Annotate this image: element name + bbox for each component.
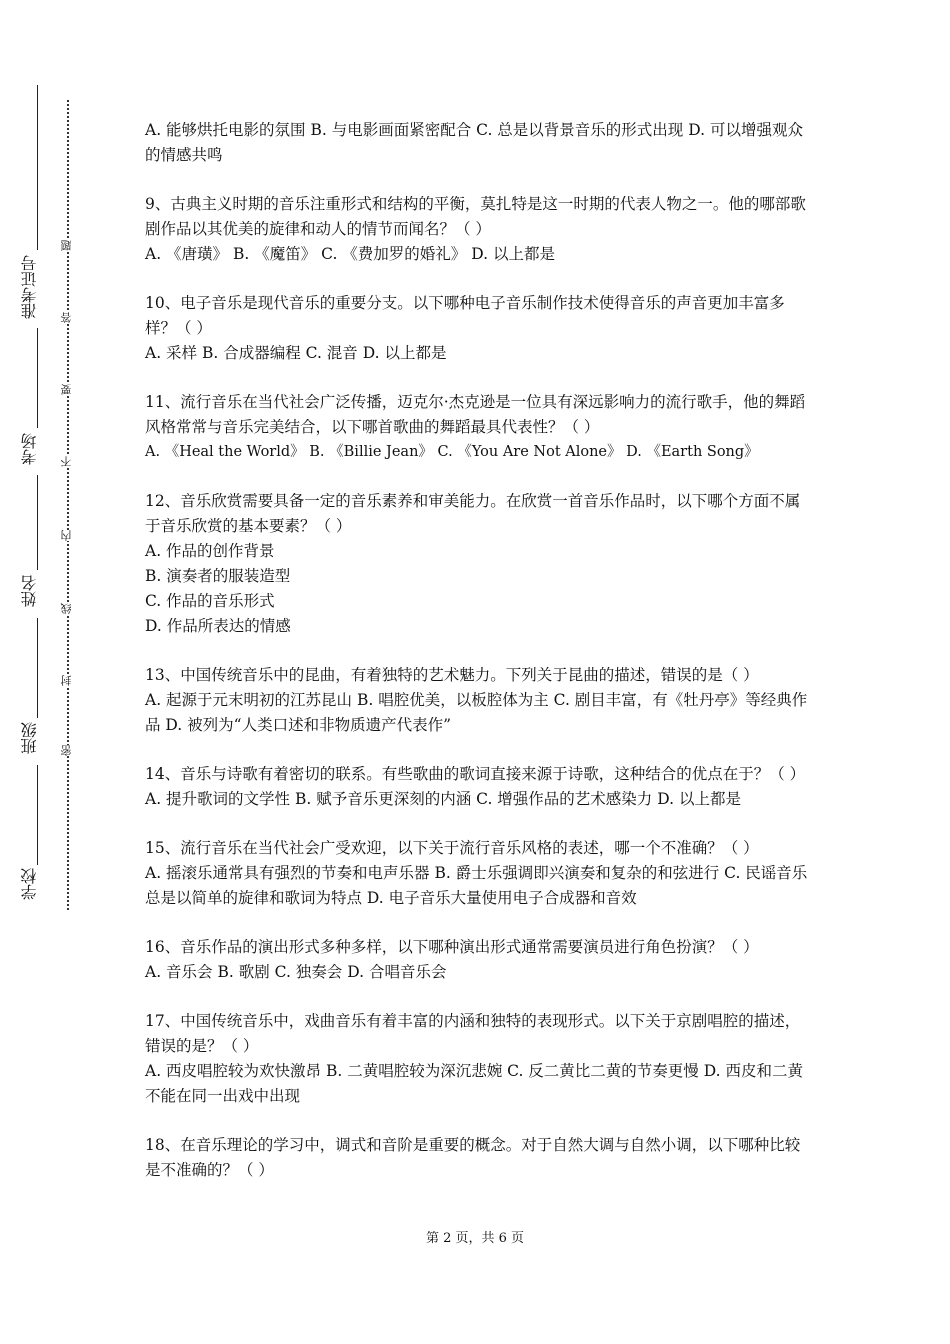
school-label: 学校: [20, 868, 39, 900]
question-options: A. 摇滚乐通常具有强烈的节奏和电声乐器 B. 爵士乐强调即兴演奏和复杂的和弦进行 C. 民谣音乐总是以简单的旋律和歌词为特点 D. 电子音乐大量使用电子合成器和音效: [145, 864, 808, 907]
question-18: [145, 1133, 810, 1183]
question-8-continued: [145, 118, 810, 168]
seal-word: 线: [60, 603, 73, 614]
seal-line: [67, 100, 69, 910]
name-label: 姓名: [20, 575, 39, 607]
question-list: [145, 118, 810, 1207]
question-9: [145, 192, 810, 267]
option-a: A. 作品的创作背景: [145, 542, 275, 560]
underline: [37, 328, 38, 428]
question-options: A. 提升歌词的文学性 B. 赋予音乐更深刻的内涵 C. 增强作品的艺术感染力 D. 以上都是: [145, 790, 741, 808]
option-b: B. 演奏者的服装造型: [145, 567, 291, 585]
question-options: A. 能够烘托电影的氛围 B. 与电影画面紧密配合 C. 总是以背景音乐的形式出现 D. 可以增强观众的情感共鸣: [145, 121, 803, 164]
exam-room-label: 考场: [20, 433, 39, 465]
option-c: C. 作品的音乐形式: [145, 592, 275, 610]
seal-word: 内: [60, 530, 73, 541]
question-stem: 18、在音乐理论的学习中，调式和音阶是重要的概念。对于自然大调与自然小调，以下哪种比较是不准确的？（ ）: [145, 1136, 801, 1179]
underline: [37, 85, 38, 250]
question-options: A. 起源于元末明初的江苏昆山 B. 唱腔优美，以板腔体为主 C. 剧目丰富，有《牡丹亭》等经典作品 D. 被列为“人类口述和非物质遗产代表作”: [145, 691, 808, 734]
question-10: [145, 291, 810, 366]
exam-id-label: 准考证号: [20, 255, 39, 319]
question-options: A. 《唐璜》 B. 《魔笛》 C. 《费加罗的婚礼》 D. 以上都是: [145, 245, 555, 263]
question-stem: 14、音乐与诗歌有着密切的联系。有些歌曲的歌词直接来源于诗歌，这种结合的优点在于？（ ）: [145, 765, 806, 783]
class-label: 班级: [20, 722, 39, 754]
question-options: A. 采样 B. 合成器编程 C. 混音 D. 以上都是: [145, 344, 447, 362]
question-stem: 9、古典主义时期的音乐注重形式和结构的平衡，莫扎特是这一时期的代表人物之一。他的哪部歌剧作品以其优美的旋律和动人的情节而闻名？（ ）: [145, 195, 806, 238]
question-stem: 12、音乐欣赏需要具备一定的音乐素养和审美能力。在欣赏一首音乐作品时，以下哪个方面不属于音乐欣赏的基本要素？（ ）: [145, 492, 801, 535]
question-12: [145, 489, 810, 639]
underline: [37, 765, 38, 865]
question-17: [145, 1009, 810, 1109]
binding-margin: [0, 0, 73, 1344]
seal-word: 答: [60, 312, 73, 323]
question-stem: 13、中国传统音乐中的昆曲，有着独特的艺术魅力。下列关于昆曲的描述，错误的是（ ）: [145, 666, 759, 684]
underline: [37, 475, 38, 570]
question-options: A. 《Heal the World》 B. 《Billie Jean》 C. 《You Are Not Alone》 D. 《Earth Song》: [145, 444, 759, 460]
question-stem: 11、流行音乐在当代社会广泛传播，迈克尔·杰克逊是一位具有深远影响力的流行歌手，他的舞蹈风格常常与音乐完美结合，以下哪首歌曲的舞蹈最具代表性？（ ）: [145, 393, 806, 436]
question-stem: 17、中国传统音乐中，戏曲音乐有着丰富的内涵和独特的表现形式。以下关于京剧唱腔的描述，错误的是？（ ）: [145, 1012, 801, 1055]
underline: [37, 618, 38, 718]
question-stem: 10、电子音乐是现代音乐的重要分支。以下哪种电子音乐制作技术使得音乐的声音更加丰富多样？（ ）: [145, 294, 785, 337]
seal-word: 密: [60, 745, 73, 756]
seal-word: 题: [60, 240, 73, 251]
seal-word: 要: [60, 384, 73, 395]
question-options: A. 音乐会 B. 歌剧 C. 独奏会 D. 合唱音乐会: [145, 963, 447, 981]
page-number: 第 2 页，共 6 页: [425, 1231, 525, 1246]
question-14: [145, 762, 810, 812]
seal-word: 不: [60, 456, 73, 467]
question-16: [145, 935, 810, 985]
question-15: [145, 836, 810, 911]
question-options: A. 西皮唱腔较为欢快激昂 B. 二黄唱腔较为深沉悲婉 C. 反二黄比二黄的节奏更慢 D. 西皮和二黄不能在同一出戏中出现: [145, 1062, 803, 1105]
option-d: D. 作品所表达的情感: [145, 617, 291, 635]
question-11: [145, 390, 810, 465]
question-13: [145, 663, 810, 738]
seal-word: 封: [60, 675, 73, 686]
question-stem: 15、流行音乐在当代社会广受欢迎，以下关于流行音乐风格的表述，哪一个不准确？（ ）: [145, 839, 759, 857]
question-stem: 16、音乐作品的演出形式多种多样，以下哪种演出形式通常需要演员进行角色扮演？（ ）: [145, 938, 759, 956]
